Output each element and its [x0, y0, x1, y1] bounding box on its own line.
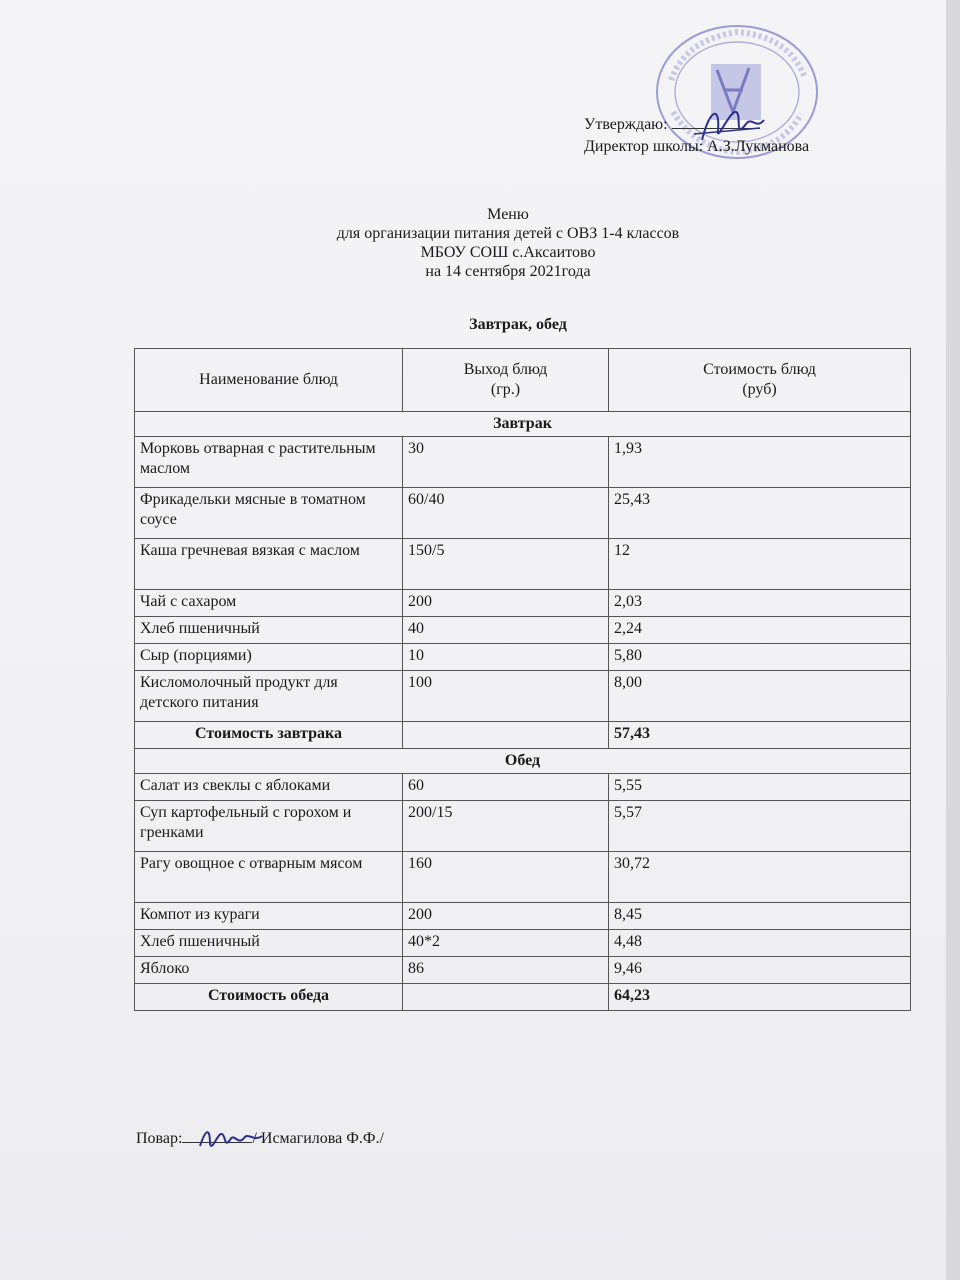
table-row	[135, 903, 911, 930]
title-line-3: МБОУ СОШ с.Аксаитово	[420, 244, 596, 261]
table-row	[135, 671, 911, 722]
director-line: Директор школы: А.З.Лукманова	[584, 138, 810, 155]
dish-cost: 12	[609, 539, 911, 590]
table-row	[135, 644, 911, 671]
dish-cost: 5,55	[609, 774, 911, 801]
dish-name: Сыр (порциями)	[135, 644, 403, 671]
dish-name: Фрикадельки мясные в томатном соусе	[135, 488, 403, 539]
dish-weight: 40	[403, 617, 609, 644]
cook-name: / Исмагилова Ф.Ф./	[252, 1130, 384, 1147]
menu-table	[134, 348, 911, 1011]
dish-cost: 30,72	[609, 852, 911, 903]
lunch-total-empty	[403, 984, 609, 1011]
dish-name: Яблоко	[135, 957, 403, 984]
table-row	[135, 852, 911, 903]
title-line-1: Меню	[487, 206, 529, 223]
table-row	[135, 539, 911, 590]
dish-cost: 5,57	[609, 801, 911, 852]
dish-weight: 10	[403, 644, 609, 671]
page-edge-shadow	[946, 0, 960, 1280]
title-line-4: на 14 сентября 2021года	[425, 263, 591, 280]
table-row	[135, 437, 911, 488]
table-row	[135, 617, 911, 644]
dish-name: Компот из кураги	[135, 903, 403, 930]
dish-cost: 8,00	[609, 671, 911, 722]
dish-weight: 60/40	[403, 488, 609, 539]
dish-cost: 2,24	[609, 617, 911, 644]
table-row	[135, 774, 911, 801]
dish-weight: 150/5	[403, 539, 609, 590]
approve-label: Утверждаю:	[584, 116, 668, 133]
dish-weight: 100	[403, 671, 609, 722]
dish-cost: 8,45	[609, 903, 911, 930]
dish-cost: 2,03	[609, 590, 911, 617]
dish-weight: 200	[403, 903, 609, 930]
dish-name: Салат из свеклы с яблоками	[135, 774, 403, 801]
lunch-total-row	[135, 984, 911, 1011]
dish-name: Хлеб пшеничный	[135, 930, 403, 957]
dish-weight: 200	[403, 590, 609, 617]
dish-weight: 160	[403, 852, 609, 903]
table-row	[135, 488, 911, 539]
table-row	[135, 957, 911, 984]
dish-weight: 200/15	[403, 801, 609, 852]
table-row	[135, 590, 911, 617]
dish-cost: 5,80	[609, 644, 911, 671]
section-breakfast	[135, 412, 911, 437]
dish-name: Морковь отварная с растительным маслом	[135, 437, 403, 488]
dish-name: Суп картофельный с горохом и гренками	[135, 801, 403, 852]
dish-cost: 1,93	[609, 437, 911, 488]
director-signature	[690, 100, 770, 150]
dish-weight: 30	[403, 437, 609, 488]
breakfast-total-row	[135, 722, 911, 749]
table-row	[135, 801, 911, 852]
title-line-2: для организации питания детей с ОВЗ 1-4 классов	[336, 225, 680, 242]
dish-name: Кисломолочный продукт для детского питания	[135, 671, 403, 722]
dish-name: Рагу овощное с отварным мясом	[135, 852, 403, 903]
dish-weight: 86	[403, 957, 609, 984]
section-label: Завтрак	[135, 412, 911, 437]
header-dish-name: Наименование блюд	[135, 349, 403, 412]
lunch-total-value: 64,23	[609, 984, 911, 1011]
section-label: Обед	[135, 749, 911, 774]
cook-signature	[196, 1118, 266, 1158]
dish-name: Чай с сахаром	[135, 590, 403, 617]
breakfast-total-label: Стоимость завтрака	[135, 722, 403, 749]
document-title	[0, 205, 960, 281]
breakfast-total-empty	[403, 722, 609, 749]
breakfast-total-value: 57,43	[609, 722, 911, 749]
dish-name: Хлеб пшеничный	[135, 617, 403, 644]
dish-weight: 40*2	[403, 930, 609, 957]
lunch-total-label: Стоимость обеда	[135, 984, 403, 1011]
table-header-row	[135, 349, 911, 412]
cook-label: Повар:	[136, 1130, 183, 1147]
dish-name: Каша гречневая вязкая с маслом	[135, 539, 403, 590]
dish-cost: 4,48	[609, 930, 911, 957]
header-cost: Стоимость блюд (руб)	[609, 349, 911, 412]
table-row	[135, 930, 911, 957]
meal-heading: Завтрак, обед	[469, 316, 567, 333]
dish-cost: 9,46	[609, 957, 911, 984]
header-weight: Выход блюд (гр.)	[403, 349, 609, 412]
section-lunch	[135, 749, 911, 774]
dish-weight: 60	[403, 774, 609, 801]
dish-cost: 25,43	[609, 488, 911, 539]
